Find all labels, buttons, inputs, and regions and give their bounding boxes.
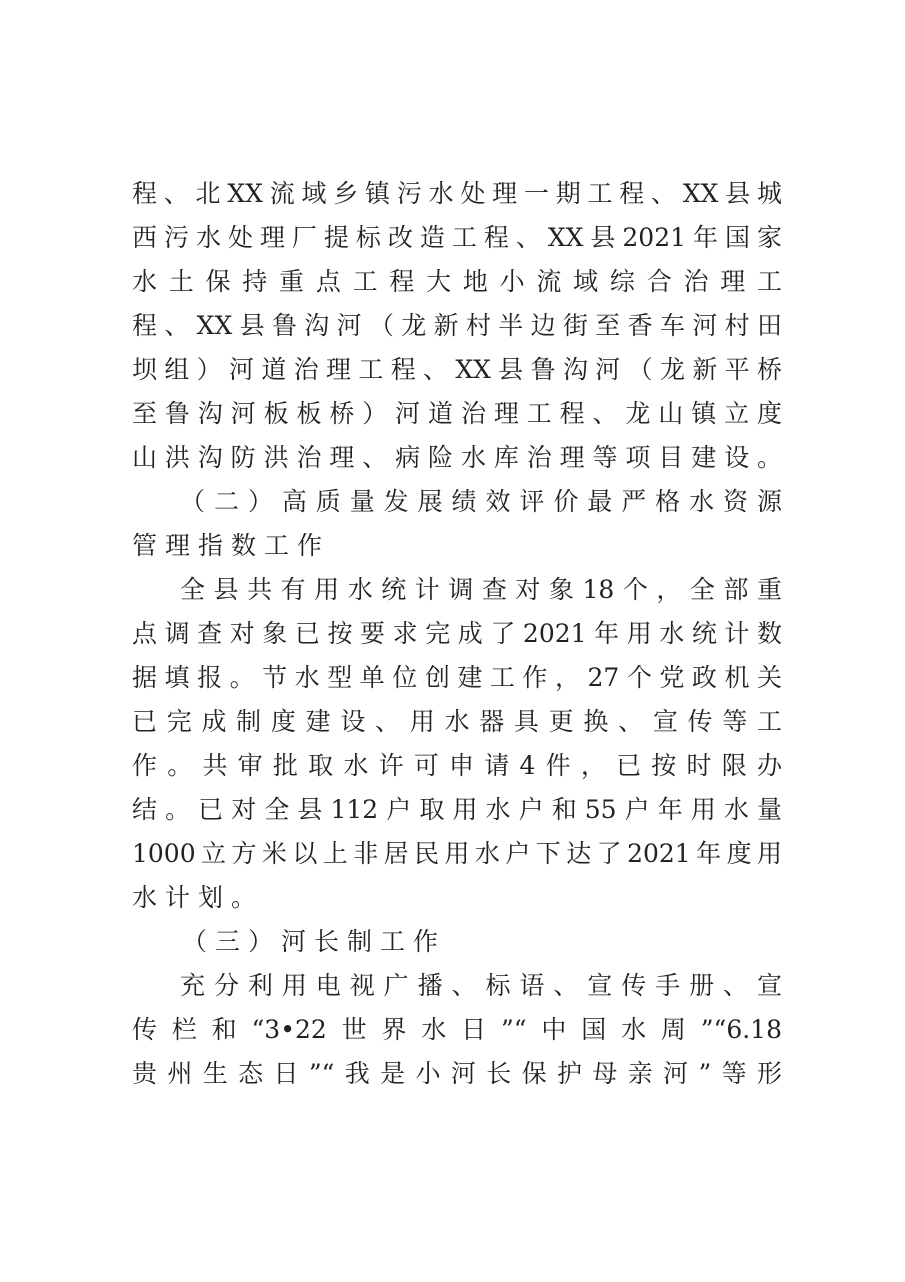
body-line: 坝组）河道治理工程、XX县鲁沟河（龙新平桥 xyxy=(132,355,782,384)
body-line: 点调查对象已按要求完成了2021年用水统计数 xyxy=(132,619,782,648)
body-line: 已完成制度建设、用水器具更换、宣传等工 xyxy=(132,707,782,736)
body-line: 充分利用电视广播、标语、宣传手册、宣 xyxy=(180,971,782,1000)
body-line: 至鲁沟河板板桥）河道治理工程、龙山镇立度 xyxy=(132,399,782,428)
body-line: 山洪沟防洪治理、病险水库治理等项目建设。 xyxy=(132,443,782,472)
body-line: 作。共审批取水许可申请4件，已按时限办 xyxy=(132,751,782,780)
body-line: 据填报。节水型单位创建工作，27个党政机关 xyxy=(132,663,782,692)
body-line: 贵州生态日”“我是小河长保护母亲河”等形 xyxy=(132,1059,782,1088)
body-line: 传栏和“3•22世界水日”“中国水周”“6.18 xyxy=(132,1015,782,1044)
body-line: 结。已对全县112户取用水户和55户年用水量 xyxy=(132,795,782,824)
section-heading-2: （二）高质量发展绩效评价最严格水资源 xyxy=(180,487,782,516)
section-heading-2-cont: 管理指数工作 xyxy=(132,531,331,560)
body-line: 1000立方米以上非居民用水户下达了2021年度用 xyxy=(132,839,782,868)
section-heading-3: （三）河长制工作 xyxy=(182,927,447,956)
body-line: 全县共有用水统计调查对象18个，全部重 xyxy=(180,575,782,604)
body-line: 程、北XX流域乡镇污水处理一期工程、XX县城 xyxy=(132,179,782,208)
body-line: 水土保持重点工程大地小流域综合治理工 xyxy=(132,267,782,296)
body-line: 水计划。 xyxy=(132,883,265,912)
body-line: 西污水处理厂提标改造工程、XX县2021年国家 xyxy=(132,223,782,252)
body-line: 程、XX县鲁沟河（龙新村半边街至香车河村田 xyxy=(132,311,782,340)
